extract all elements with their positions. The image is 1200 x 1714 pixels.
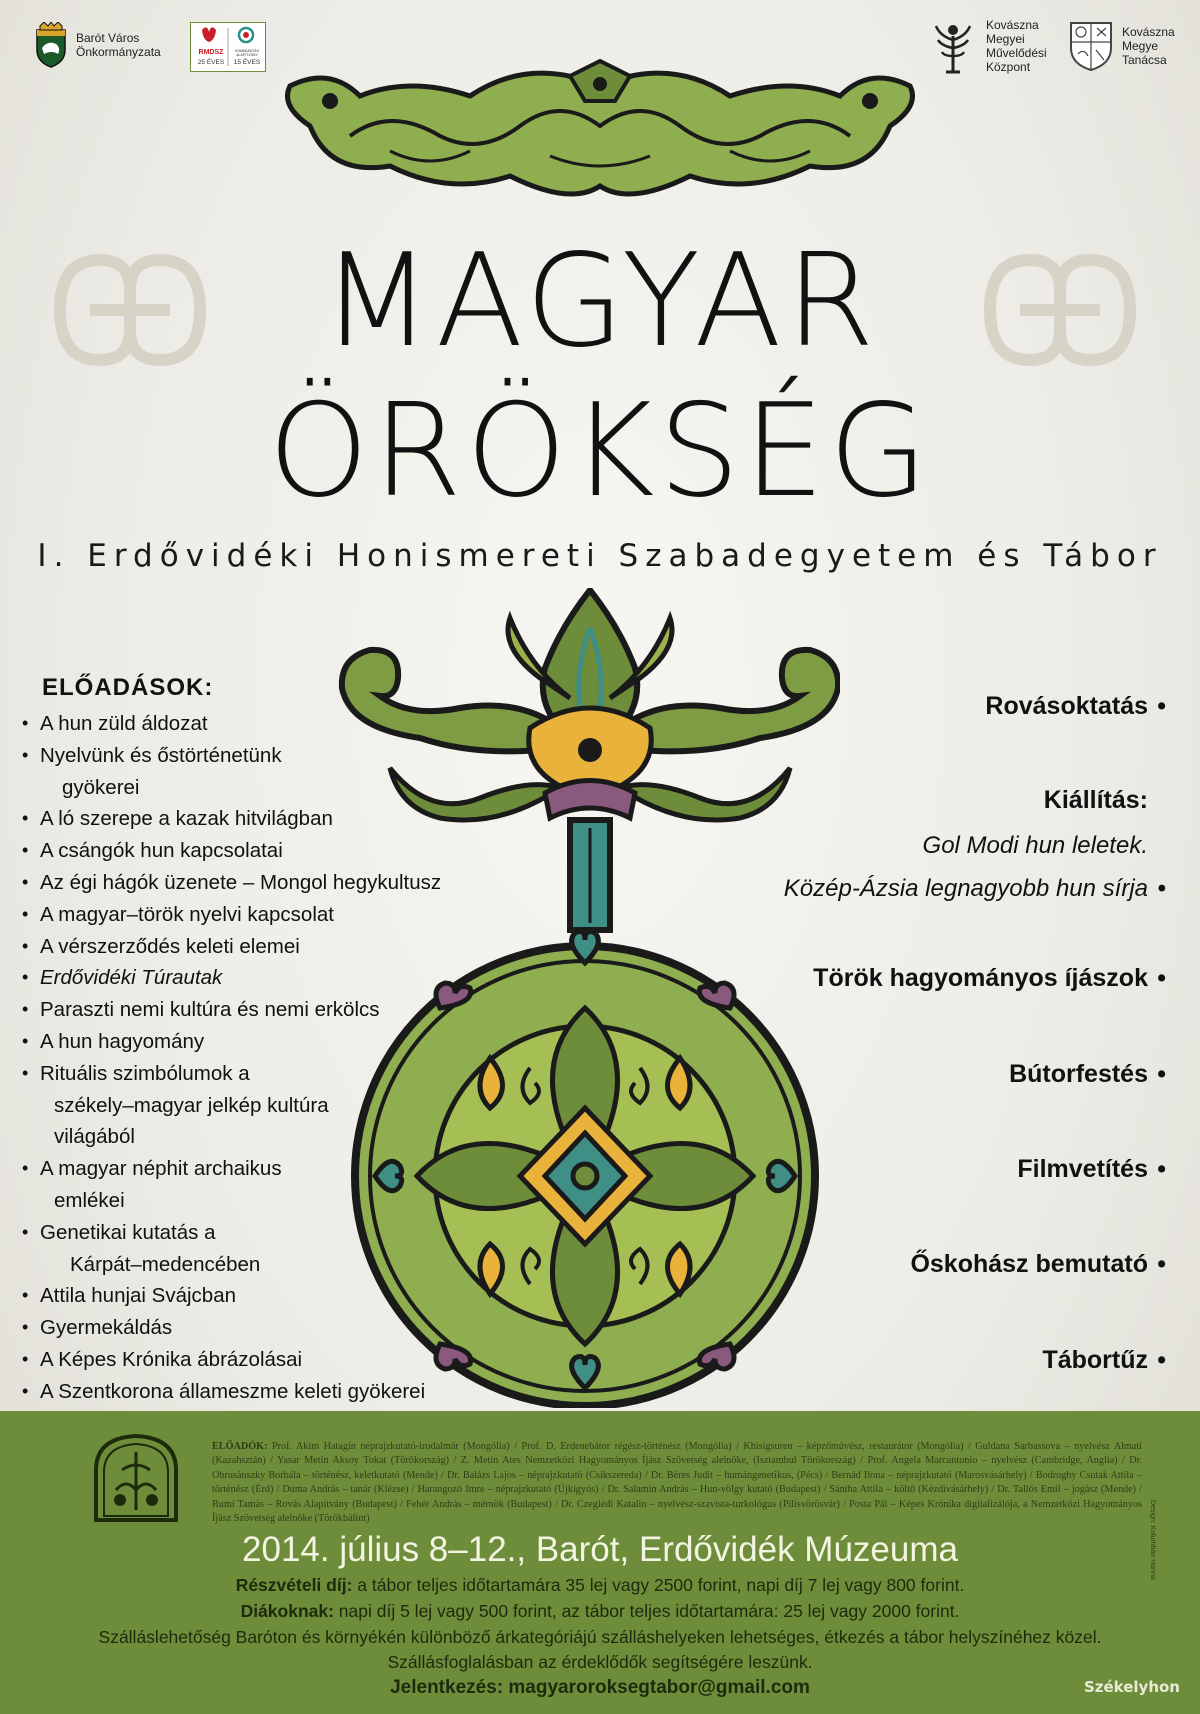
tanacs-line-2: Megye [1122, 39, 1159, 53]
rmdsz-name: RMDSZ [198, 49, 224, 56]
lecture-text: Attila hunjai Svájcban [40, 1284, 237, 1308]
speakers-label: ELŐADÓK: [212, 1441, 268, 1452]
lecture-text: A hun hagyomány [40, 1029, 205, 1053]
lecture-text: Gyermekáldás [40, 1316, 173, 1340]
barot-logo-text [76, 31, 161, 59]
muvelodesi-kozpont-text [986, 18, 1047, 74]
program-bullet: • [1157, 875, 1166, 902]
lecture-text: A ló szerepe a kazak hitvilágban [40, 807, 333, 831]
student-fee-label: Diákoknak: [240, 1601, 334, 1621]
fee-label: Részvételi díj: [235, 1575, 353, 1595]
tanacs-line-1: Kovászna [1122, 25, 1175, 39]
lodging-line-2: Szállásfoglalásban az érdeklődők segítségére leszünk. [387, 1652, 813, 1672]
folk-art-tile-icon [86, 1430, 186, 1530]
lecture-text: A magyar néphit archaikus [40, 1157, 282, 1181]
program-tabortuz [1042, 1346, 1166, 1375]
lecture-item [22, 994, 472, 1026]
lecture-item [22, 1344, 472, 1376]
program-filmvetites [1017, 1155, 1166, 1184]
title-orokseg: ÖRÖKSÉG [268, 377, 932, 526]
lecture-list [22, 708, 472, 1408]
program-film-text: Filmvetítés [1017, 1155, 1148, 1183]
lecture-item [22, 931, 472, 963]
program-kiallitas-line-1 [923, 832, 1148, 860]
lodging-line-1: Szálláslehetőség Baróton és környékén különböző árkategóriájú szálláshelyeken lehetséges, étkezés a tábor helyszínéhez közel. [98, 1627, 1102, 1647]
lecture-item [22, 1058, 472, 1153]
program-kiallitas [1044, 786, 1148, 815]
fee-text: a tábor teljes időtartamára 35 lej vagy 2500 forint, napi díj 7 lej vagy 800 forint. [352, 1575, 965, 1595]
lecture-text: A Szentkorona állameszme keleti gyökerei [40, 1379, 426, 1403]
speakers-text [212, 1440, 1142, 1526]
program-bullet: • [1157, 1250, 1166, 1278]
muvelodesi-kozpont-logo [928, 18, 1047, 74]
apply-line [0, 1677, 1200, 1699]
program-kiallitas-text-1: Gol Modi hun leletek. [922, 832, 1148, 859]
program-kiallitas-text-2: Közép-Ázsia legnagyobb hun sírja [783, 875, 1148, 902]
design-credit: Design: Kolumbán Hanna [1149, 1500, 1156, 1580]
lecture-item [22, 899, 472, 931]
lecture-item [22, 740, 472, 804]
program-rovas [985, 692, 1166, 721]
student-fee-text: napi díj 5 lej vagy 500 forint, az tábor teljes időtartamára: 25 lej vagy 2000 forint. [333, 1601, 960, 1621]
tanacs-line-3: Tanácsa [1122, 53, 1167, 67]
lecture-item [22, 835, 472, 867]
muvelodesi-line-4: Központ [986, 60, 1031, 74]
program-rovas-text: Rovásoktatás [985, 692, 1148, 720]
lecture-item [22, 1376, 472, 1408]
speakers-list: Prof. Akim Hatagin néprajzkutató-irodalmár (Mongólia) / Prof. D. Erdenebátor régész-történész (Mongólia) / Khisigsuren – képzőművész, restaurátor (Mongólia) / Guldana Sarbassova – nyelvész Almati (Kazahsztán) / Yasar Metin Aksoy Tokat (Törökország) / Z. Metin Ates Nemzetközi Hagyományos Íjász Szövetség alelnöke, (Isztambul Törökország) / Prof. Angela Marcantonio – nyelvész (Cambridge, Anglia) / Dr. Obrusánszky Borbála – történész, keletkutató (Mende) / Dr. Balázs Lajos – néprajzkutató (Csíkszereda) / Dr. Béres Judit – humángenetikus, (Pécs) / Bernád Ilona – néprajzkutató (Marosvásárhely) / Bodroghy Csutak Attila – történész (Érd) / Duma András – tanár (Klézse) / Harangozó Imre – néprajzkutató (Újkígyós) / Dr. Salamin András – Hun-völgy kutató (Budapest) / Sántha Attila – költő (Kézdivásárhely) / Dr. Tallós Emil – jogász (Mende) / Rumi Tamás – Rovás Alapítvány (Budapest) / Fehér András – mérnök (Budapest) / Dr. Czeglédi Katalin – nyelvész-szavista-turkológus (Pilisvörösvár) / Posta Pál – Képes Krónika digitalizálója, a Nemzetközi Hagyományos Íjász Szövetség alelnöke (Törökbálint) [212, 1441, 1142, 1525]
lecture-text-cont: világából [54, 1125, 135, 1149]
subtitle: I. Erdővidéki Honismereti Szabadegyetem és Tábor [37, 538, 1163, 574]
kommunitas-caption: KOMMUNITÁS ALAPÍTVÁNY [235, 49, 259, 57]
barot-logo-line-2: Önkormányzata [76, 45, 161, 59]
program-bullet: • [1157, 1346, 1166, 1374]
lecture-text: A csángók hun kapcsolatai [40, 839, 283, 863]
lecture-text: A Képes Krónika ábrázolásai [40, 1347, 303, 1371]
megye-tanacsa-text [1122, 25, 1175, 67]
program-tabortuz-text: Tábortűz [1042, 1346, 1148, 1374]
kovaszna-coat-of-arms-icon [1068, 20, 1114, 72]
program-bullet: • [1157, 1060, 1166, 1088]
szekelyhon-watermark: Székelyhon [1083, 1678, 1180, 1696]
program-bullet: • [1157, 1155, 1166, 1183]
lectures-heading: ELŐADÁSOK: [42, 674, 214, 701]
program-kiallitas-line-2 [784, 875, 1166, 903]
lecture-item [22, 1153, 472, 1217]
barot-logo-line-1: Barót Város [76, 31, 140, 45]
program-ijaszok [813, 964, 1166, 993]
lecture-text-cont: székely–magyar jelkép kultúra [54, 1093, 329, 1117]
lecture-item [22, 708, 472, 740]
barot-coat-of-arms-icon [34, 22, 68, 68]
apply-label: Jelentkezés: [390, 1677, 504, 1698]
lecture-item [22, 962, 472, 994]
lecture-item [22, 1026, 472, 1058]
lecture-text: A vérszerződés keleti elemei [40, 934, 300, 958]
program-butorfestes [1009, 1060, 1166, 1089]
lecture-item [22, 1280, 472, 1312]
program-bullet: • [1157, 964, 1166, 992]
barot-logo [34, 22, 161, 68]
lecture-text-cont: gyökerei [62, 775, 140, 799]
lectures-section [22, 674, 472, 1408]
lecture-text: Nyelvünk és őstörténetünk [40, 743, 282, 767]
program-oskohasz [910, 1250, 1166, 1279]
apply-email[interactable]: magyaroroksegtabor@gmail.com [503, 1677, 810, 1698]
lecture-text: Rituális szimbólumok a [40, 1061, 250, 1085]
muvelodesi-line-1: Kovászna [986, 18, 1039, 32]
rmdsz-logo [190, 22, 266, 72]
lecture-text: Erdővidéki Túrautak [40, 966, 223, 990]
program-butor-text: Bútorfestés [1009, 1060, 1148, 1088]
program-kohasz-text: Őskohász bemutató [910, 1250, 1148, 1278]
lecture-text: A hun züld áldozat [40, 712, 208, 735]
program-ijasz-text: Török hagyományos íjászok [813, 964, 1148, 992]
tree-of-life-icon [928, 18, 978, 74]
program-kiallitas-heading: Kiállítás: [1043, 786, 1148, 814]
lecture-text: Genetikai kutatás a [40, 1220, 216, 1244]
program-bullet: • [1157, 692, 1166, 720]
top-dragon-ornament-icon [270, 56, 930, 206]
lecture-text: Az égi hágók üzenete – Mongol hegykultusz [40, 870, 442, 894]
kommunitas-15-eves: 15 ÉVES [233, 59, 261, 66]
lecture-text-cont: Kárpát–medencében [70, 1252, 261, 1276]
lecture-item [22, 1312, 472, 1344]
event-date-location: 2014. július 8–12., Barót, Erdővidék Múzeuma [242, 1530, 958, 1569]
title-magyar: MAGYAR [321, 227, 879, 376]
muvelodesi-line-2: Megyei [986, 32, 1025, 46]
lecture-item [22, 867, 472, 899]
rmdsz-25-eves: 25 ÉVES [197, 59, 225, 66]
student-fee-line [0, 1601, 1200, 1622]
lecture-item [22, 1217, 472, 1281]
lecture-item [22, 803, 472, 835]
fee-line [0, 1575, 1200, 1596]
muvelodesi-line-3: Művelődési [986, 46, 1047, 60]
lecture-text: A magyar–török nyelvi kapcsolat [40, 902, 334, 926]
megye-tanacsa-logo [1068, 20, 1175, 72]
lecture-text: Paraszti nemi kultúra és nemi erkölcs [40, 998, 380, 1022]
lecture-text-cont: emlékei [54, 1188, 125, 1212]
